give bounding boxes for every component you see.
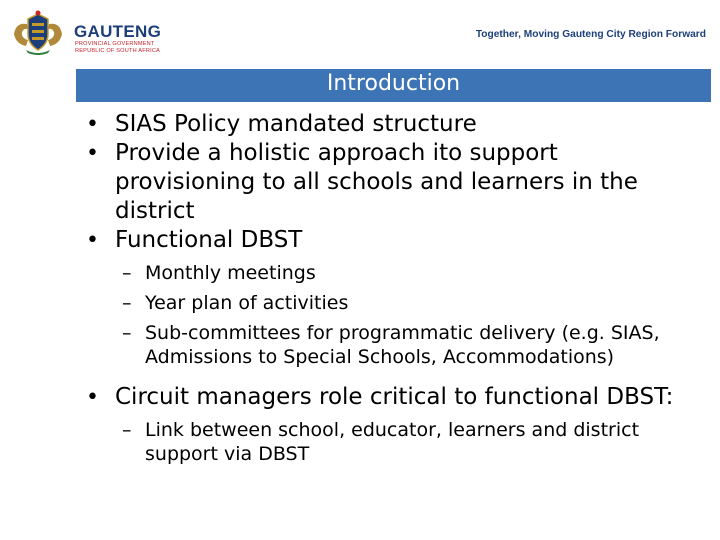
- brand-subtitle: PROVINCIAL GOVERNMENT: [75, 41, 155, 47]
- tagline: Together, Moving Gauteng City Region Forward: [475, 29, 706, 40]
- sub-bullet-glyph: –: [122, 292, 132, 314]
- bullet-glyph: •: [86, 141, 99, 166]
- bullet-item: [0, 383, 680, 412]
- sub-bullet-text: Sub-committees for programmatic delivery (e.g. SIAS, Admissions to Special Schools, Accommodations): [145, 322, 660, 368]
- bullet-item: [0, 110, 680, 139]
- brand-name: GAUTENG: [74, 22, 162, 41]
- sub-bullet-glyph: –: [122, 419, 132, 441]
- bullet-text: Circuit managers role critical to functional DBST:: [115, 384, 674, 410]
- bullet-text: Provide a holistic approach ito support provisioning to all schools and learners in the district: [115, 140, 638, 224]
- bullet-glyph: •: [86, 112, 99, 137]
- sub-bullet-list-2: [0, 418, 720, 466]
- coat-of-arms-icon: [8, 10, 68, 56]
- header-banner: [0, 0, 720, 70]
- bullet-text: Functional DBST: [115, 227, 303, 253]
- bullet-item: [0, 139, 680, 226]
- sub-bullet-text: Monthly meetings: [145, 262, 316, 284]
- sub-bullet-item: [0, 291, 695, 315]
- brand-subtitle-country: REPUBLIC OF SOUTH AFRICA: [75, 48, 160, 54]
- sub-bullet-text: Link between school, educator, learners and district support via DBST: [145, 419, 640, 465]
- bullet-list-2: [0, 383, 720, 412]
- slide-content: [0, 110, 720, 466]
- slide-title: Introduction: [76, 69, 711, 102]
- sub-bullet-item: [0, 261, 695, 285]
- bullet-item: [0, 226, 680, 255]
- sub-bullet-list: [0, 261, 720, 369]
- sub-bullet-glyph: –: [122, 322, 132, 344]
- bullet-list: [0, 110, 720, 255]
- sub-bullet-text: Year plan of activities: [145, 292, 349, 314]
- bullet-glyph: •: [86, 385, 99, 410]
- sub-bullet-glyph: –: [122, 262, 132, 284]
- sub-bullet-item: [0, 418, 695, 466]
- sub-bullet-item: [0, 321, 695, 369]
- bullet-text: SIAS Policy mandated structure: [115, 111, 477, 137]
- bullet-glyph: •: [86, 228, 99, 253]
